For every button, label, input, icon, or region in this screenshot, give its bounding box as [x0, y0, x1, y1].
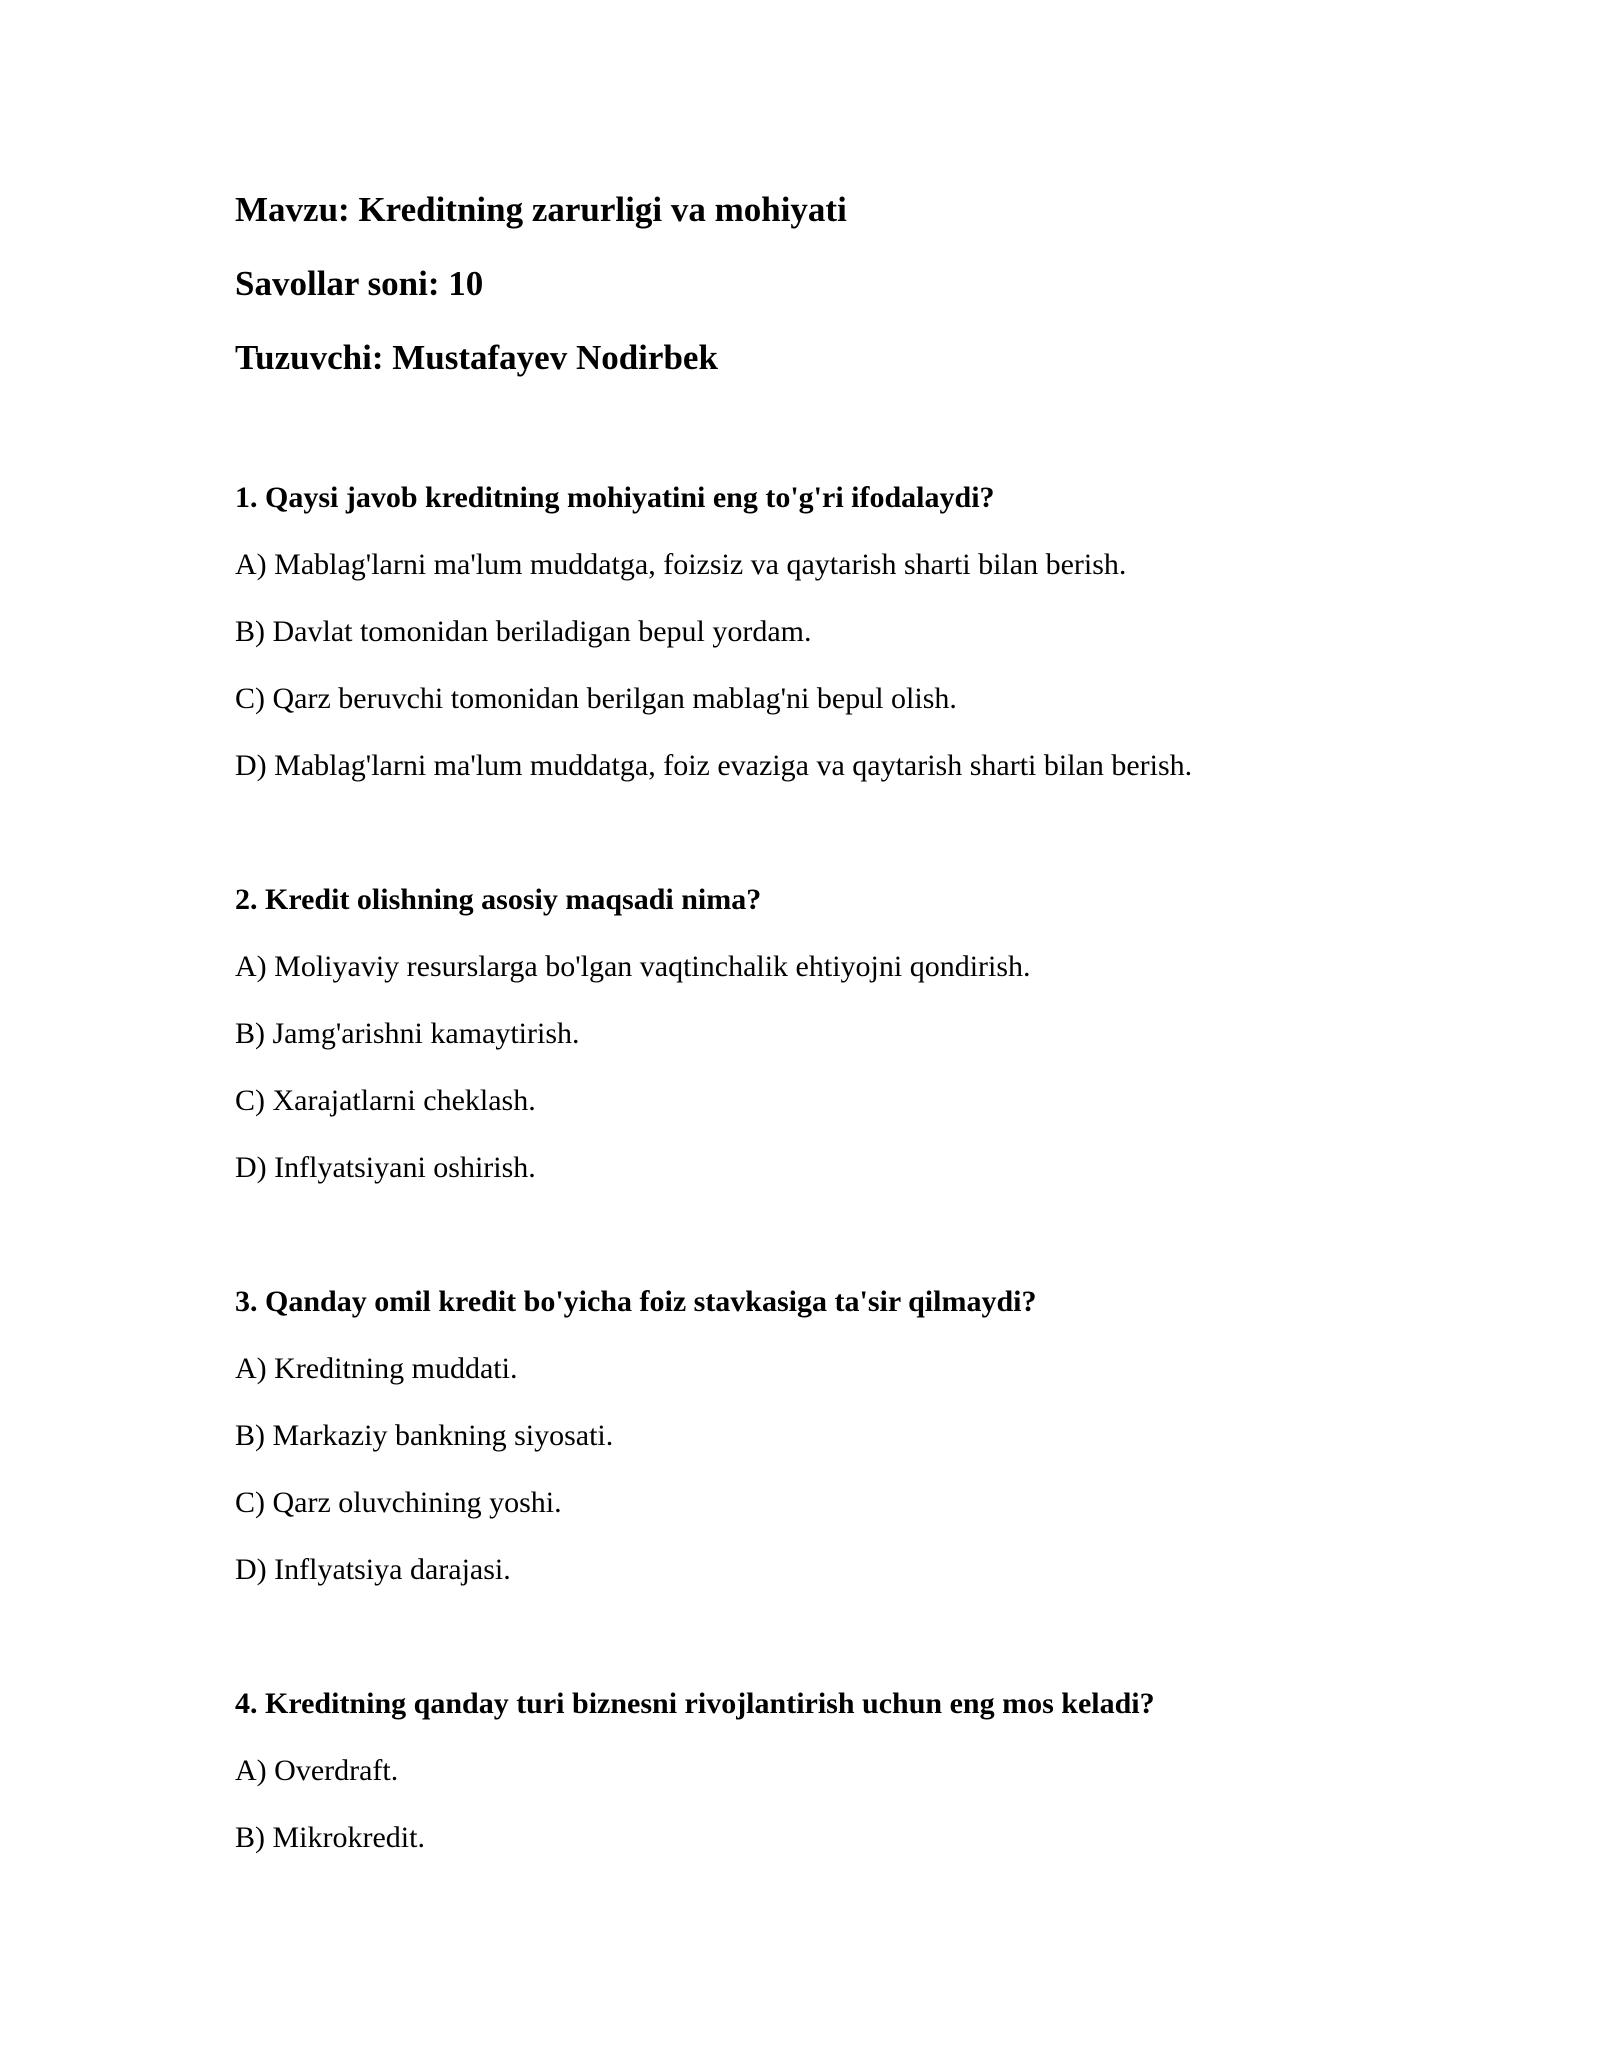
question-title: 4. Kreditning qanday turi biznesni rivojlantirish uchun eng mos keladi?	[235, 1687, 1155, 1720]
answer-option: D) Inflyatsiyani oshirish.	[235, 1151, 536, 1184]
question-count-heading: Savollar soni: 10	[235, 264, 484, 303]
answer-option: B) Jamg'arishni kamaytirish.	[235, 1017, 580, 1050]
topic-heading: Mavzu: Kreditning zarurligi va mohiyati	[235, 190, 847, 229]
answer-option: C) Qarz oluvchining yoshi.	[235, 1486, 562, 1519]
question-title: 1. Qaysi javob kreditning mohiyatini eng to'g'ri ifodalaydi?	[235, 481, 995, 514]
answer-option: D) Mablag'larni ma'lum muddatga, foiz evaziga va qaytarish sharti bilan berish.	[235, 749, 1193, 782]
answer-option: A) Overdraft.	[235, 1754, 399, 1787]
answer-option: C) Qarz beruvchi tomonidan berilgan mablag'ni bepul olish.	[235, 682, 957, 715]
answer-option: B) Markaziy bankning siyosati.	[235, 1419, 614, 1452]
answer-option: C) Xarajatlarni cheklash.	[235, 1084, 536, 1117]
question-title: 3. Qanday omil kredit bo'yicha foiz stavkasiga ta'sir qilmaydi?	[235, 1285, 1037, 1318]
answer-option: B) Mikrokredit.	[235, 1821, 425, 1854]
question-title: 2. Kredit olishning asosiy maqsadi nima?	[235, 883, 762, 916]
answer-option: A) Mablag'larni ma'lum muddatga, foizsiz va qaytarish sharti bilan berish.	[235, 548, 1127, 581]
answer-option: A) Moliyaviy resurslarga bo'lgan vaqtinchalik ehtiyojni qondirish.	[235, 950, 1031, 983]
answer-option: D) Inflyatsiya darajasi.	[235, 1553, 511, 1586]
author-heading: Tuzuvchi: Mustafayev Nodirbek	[235, 338, 718, 377]
answer-option: B) Davlat tomonidan beriladigan bepul yordam.	[235, 615, 812, 648]
answer-option: A) Kreditning muddati.	[235, 1352, 518, 1385]
